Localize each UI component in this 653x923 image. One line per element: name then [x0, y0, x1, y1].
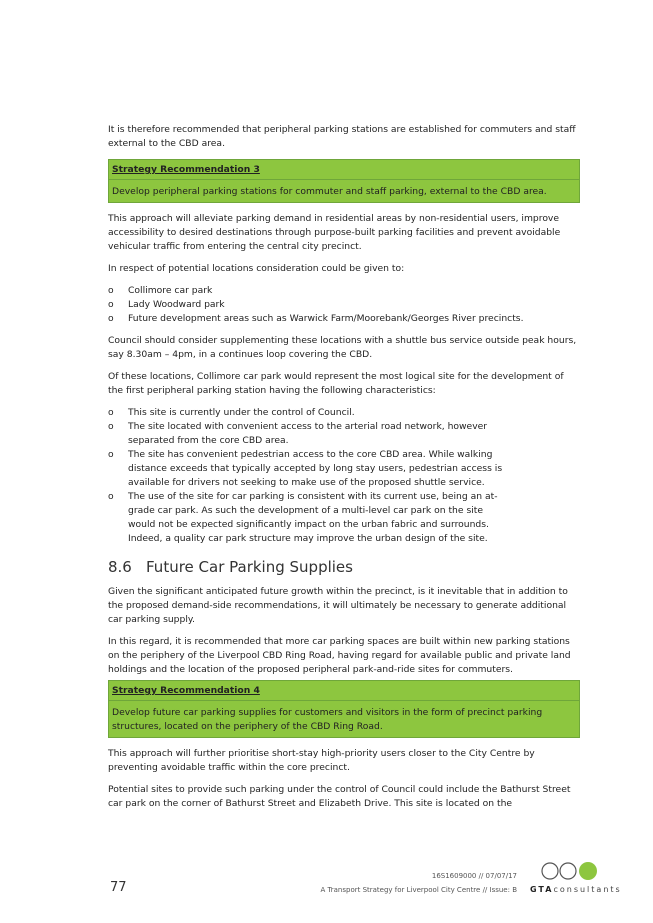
recommendation-body: Develop peripheral parking stations for commuter and staff parking, external to the CBD area.	[109, 180, 579, 202]
recommendation-title: Strategy Recommendation 4	[109, 681, 579, 701]
recommendation-title: Strategy Recommendation 3	[109, 160, 579, 180]
list-item: o This site is currently under the control of Council.	[108, 407, 355, 418]
logo-wordmark: GTAconsultants	[530, 885, 622, 894]
document-reference: 16S1609000 // 07/07/17	[431, 872, 517, 880]
characteristics-list	[108, 406, 580, 546]
gta-logo-icon	[530, 858, 620, 908]
list-item: o Lady Woodward park	[108, 299, 225, 310]
list-item: o Future development areas such as Warwick Farm/Moorebank/Georges River precincts.	[108, 313, 524, 324]
bullet-icon: o	[108, 407, 114, 418]
page-content	[108, 123, 580, 819]
list-item: o The use of the site for car parking is consistent with its current use, being an at-grade car park. As such the development of a multi-level car park on the site would not be expected significantly impact on the urban fabric and surrounds. Indeed, a quality car park structure may improve the urban design of the site.	[108, 491, 498, 544]
bullet-icon: o	[108, 491, 114, 502]
strategy-recommendation-4	[108, 680, 580, 738]
list-item: o The site located with convenient access to the arterial road network, however separated from the core CBD area.	[108, 421, 488, 446]
intro-paragraph: It is therefore recommended that peripheral parking stations are established for commuters and staff external to the CBD area.	[108, 124, 576, 149]
section-title: Future Car Parking Supplies	[146, 558, 353, 576]
bullet-icon: o	[108, 299, 114, 310]
bullet-icon: o	[108, 449, 114, 460]
regard-paragraph: In this regard, it is recommended that more car parking spaces are built within new parking stations on the periphery of the Liverpool CBD Ring Road, having regard for available public and private land holdings and the location of the proposed peripheral park-and-ride sites for commuters.	[108, 636, 571, 675]
sites-paragraph: Potential sites to provide such parking under the control of Council could include the Bathurst Street car park on the corner of Bathurst Street and Elizabeth Drive. This site is located on the	[108, 784, 571, 809]
page-number: 77	[110, 880, 127, 895]
strategy-recommendation-3	[108, 159, 580, 203]
section-heading	[108, 558, 580, 576]
locations-intro-paragraph: In respect of potential locations consideration could be given to:	[108, 263, 405, 274]
list-item: o Collimore car park	[108, 285, 213, 296]
bullet-icon: o	[108, 313, 114, 324]
collimore-paragraph: Of these locations, Collimore car park would represent the most logical site for the development of the first peripheral parking station having the following characteristics:	[108, 371, 564, 396]
bullet-icon: o	[108, 421, 114, 432]
bullet-icon: o	[108, 285, 114, 296]
page-footer	[0, 855, 653, 915]
section-number: 8.6	[108, 558, 132, 576]
locations-list	[108, 284, 580, 326]
growth-paragraph: Given the significant anticipated future growth within the precinct, is it inevitable that in addition to the proposed demand-side recommendations, it will ultimately be necessary to generate additional car parking supply.	[108, 586, 568, 625]
approach-paragraph: This approach will alleviate parking demand in residential areas by non-residential users, improve accessibility to desired destinations through purpose-built parking facilities and prevent avoidable vehicular traffic from entering the central city precinct.	[108, 213, 561, 252]
list-item: o The site has convenient pedestrian access to the core CBD area. While walking distance exceeds that typically accepted by long stay users, pedestrian access is available for drivers not seeking to make use of the proposed shuttle service.	[108, 449, 503, 488]
document-title: A Transport Strategy for Liverpool City Centre // Issue: B	[320, 886, 517, 894]
prioritise-paragraph: This approach will further prioritise short-stay high-priority users closer to the City Centre by preventing avoidable traffic within the core precinct.	[108, 748, 535, 773]
recommendation-body: Develop future car parking supplies for customers and visitors in the form of precinct parking structures, located on the periphery of the CBD Ring Road.	[109, 701, 579, 737]
shuttle-paragraph: Council should consider supplementing these locations with a shuttle bus service outside peak hours, say 8.30am – 4pm, in a continues loop covering the CBD.	[108, 335, 577, 360]
